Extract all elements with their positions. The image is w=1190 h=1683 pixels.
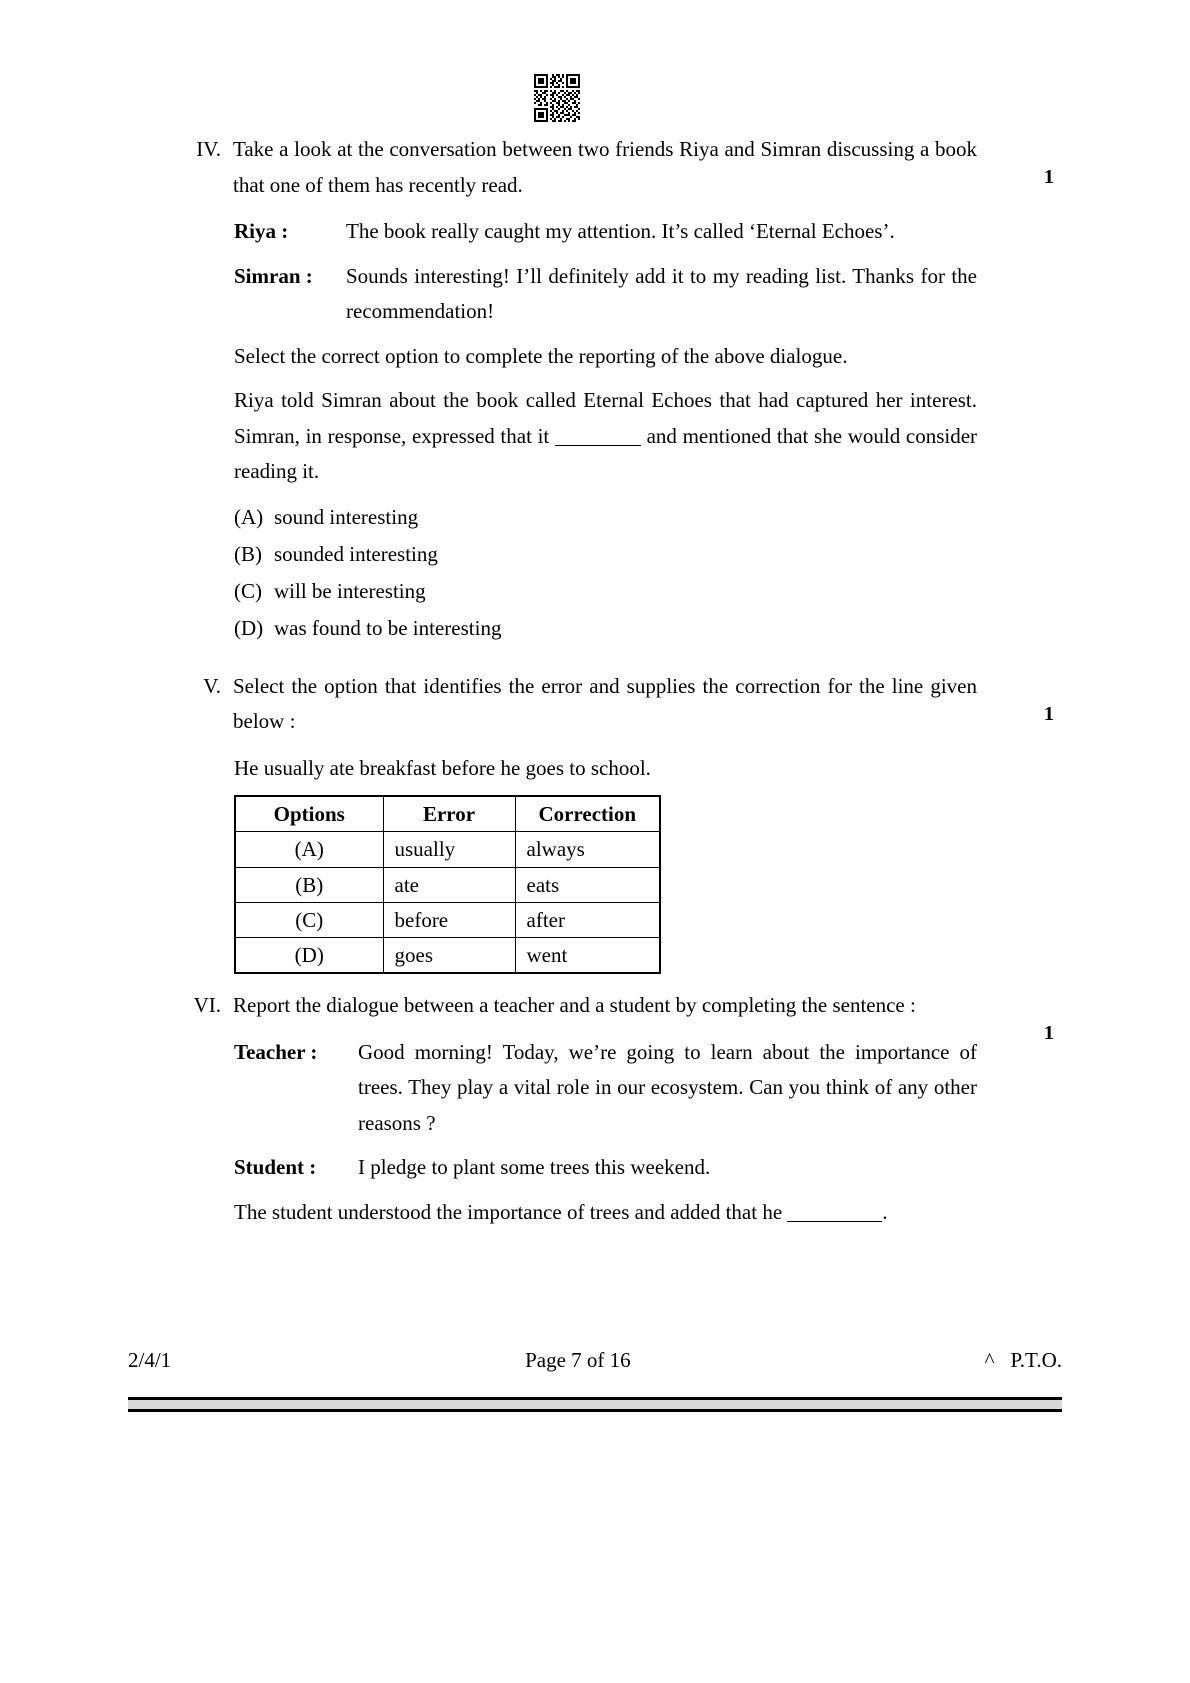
speech-teacher: Good morning! Today, we’re going to learn about the importance of trees. They play a vital role in our ecosystem. Can you think of any other reasons ?	[358, 1039, 977, 1135]
option-d[interactable]	[234, 610, 977, 647]
question-iv-report	[234, 383, 977, 490]
report-text-before-blank: Riya told Simran about the book called Eternal Echoes that had captured her interest. Simran, in response, expressed that it	[234, 388, 977, 448]
report-vi-text: The student understood the importance of trees and added that he	[234, 1199, 783, 1224]
row-a-error: usually	[383, 832, 515, 867]
report-text-after-blank: and mentioned that she would consider reading it.	[234, 423, 978, 483]
option-b-text: sounded interesting	[274, 541, 438, 566]
option-c-letter: (C)	[234, 578, 262, 603]
question-iv	[177, 132, 1054, 212]
question-vi-report-wrap	[177, 1195, 977, 1231]
row-b-error: ate	[383, 867, 515, 902]
row-b-option: (B)	[235, 867, 383, 902]
table-row[interactable]	[235, 902, 660, 937]
question-vi-stem: Report the dialogue between a teacher and a student by completing the sentence :	[233, 993, 916, 1018]
speech-riya: The book really caught my attention. It’s called ‘Eternal Echoes’.	[346, 219, 895, 243]
row-b-correction: eats	[515, 867, 660, 902]
row-c-error: before	[383, 902, 515, 937]
speech-simran: Sounds interesting! I’ll definitely add it to my reading list. Thanks for the recommendation!	[346, 263, 977, 323]
question-v-marks: 1	[1043, 702, 1054, 725]
row-a-correction: always	[515, 832, 660, 867]
speaker-simran: Simran :	[234, 263, 313, 288]
row-a-option: (A)	[235, 832, 383, 867]
footer-pto-label: P.T.O.	[1010, 1348, 1062, 1372]
footer-rule	[128, 1397, 1062, 1412]
table-row[interactable]	[235, 938, 660, 974]
question-iv-options	[177, 499, 977, 647]
row-d-error: goes	[383, 938, 515, 974]
footer-paper-code: 2/4/1	[128, 1348, 172, 1372]
question-iv-instruction-wrap	[177, 339, 977, 375]
question-v-sentence-wrap	[177, 751, 977, 787]
caret-icon: ^	[984, 1348, 995, 1372]
question-vi-marks: 1	[1043, 1022, 1054, 1045]
footer-pto	[985, 1348, 1062, 1373]
option-a[interactable]	[234, 499, 977, 536]
question-iv-report-wrap	[177, 383, 977, 490]
question-iv-number: IV.	[196, 137, 221, 161]
option-c[interactable]	[234, 573, 977, 610]
option-a-text: sound interesting	[274, 504, 419, 529]
speaker-teacher: Teacher :	[234, 1039, 318, 1064]
speaker-riya: Riya :	[234, 219, 289, 243]
option-b[interactable]	[234, 536, 977, 573]
dialogue-line-teacher	[177, 1035, 977, 1142]
question-iv-instruction: Select the correct option to complete the reporting of the above dialogue.	[234, 343, 848, 368]
question-v-stem: Select the option that identifies the error and supplies the correction for the line given below :	[233, 673, 977, 733]
question-vi	[177, 988, 1054, 1045]
question-iv-stem: Take a look at the conversation between two friends Riya and Simran discussing a book that one of them has recently read.	[233, 137, 977, 197]
option-d-letter: (D)	[234, 615, 264, 640]
footer-page-number: Page 7 of 16	[525, 1348, 631, 1372]
header-correction: Correction	[515, 796, 660, 832]
page-footer	[128, 1348, 1062, 1373]
table-row[interactable]	[235, 867, 660, 902]
question-iv-marks: 1	[1043, 166, 1054, 188]
row-c-option: (C)	[235, 902, 383, 937]
option-c-text: will be interesting	[274, 578, 426, 603]
answer-blank-vi[interactable]	[787, 1221, 882, 1222]
question-vi-report	[234, 1195, 977, 1231]
speaker-student: Student :	[234, 1155, 317, 1180]
speech-student: I pledge to plant some trees this weekend.	[358, 1155, 711, 1180]
report-vi-period: .	[882, 1199, 888, 1224]
dialogue-line-riya	[177, 214, 977, 250]
question-v-sentence: He usually ate breakfast before he goes to school.	[234, 755, 651, 780]
error-correction-table-wrap	[177, 795, 977, 974]
header-error: Error	[383, 796, 515, 832]
option-b-letter: (B)	[234, 541, 262, 566]
row-c-correction: after	[515, 902, 660, 937]
question-v	[177, 669, 1054, 749]
question-content	[177, 132, 1054, 1239]
row-d-correction: went	[515, 938, 660, 974]
qr-code	[534, 74, 580, 122]
header-options: Options	[235, 796, 383, 832]
dialogue-line-student	[177, 1150, 977, 1186]
table-row[interactable]	[235, 832, 660, 867]
question-vi-number: VI.	[193, 993, 221, 1018]
answer-blank[interactable]	[555, 445, 641, 446]
row-d-option: (D)	[235, 938, 383, 974]
dialogue-line-simran	[177, 259, 977, 330]
question-v-number: V.	[203, 673, 221, 698]
error-correction-table	[234, 795, 661, 974]
table-header-row	[235, 796, 660, 832]
option-a-letter: (A)	[234, 504, 264, 529]
option-d-text: was found to be interesting	[274, 615, 502, 640]
